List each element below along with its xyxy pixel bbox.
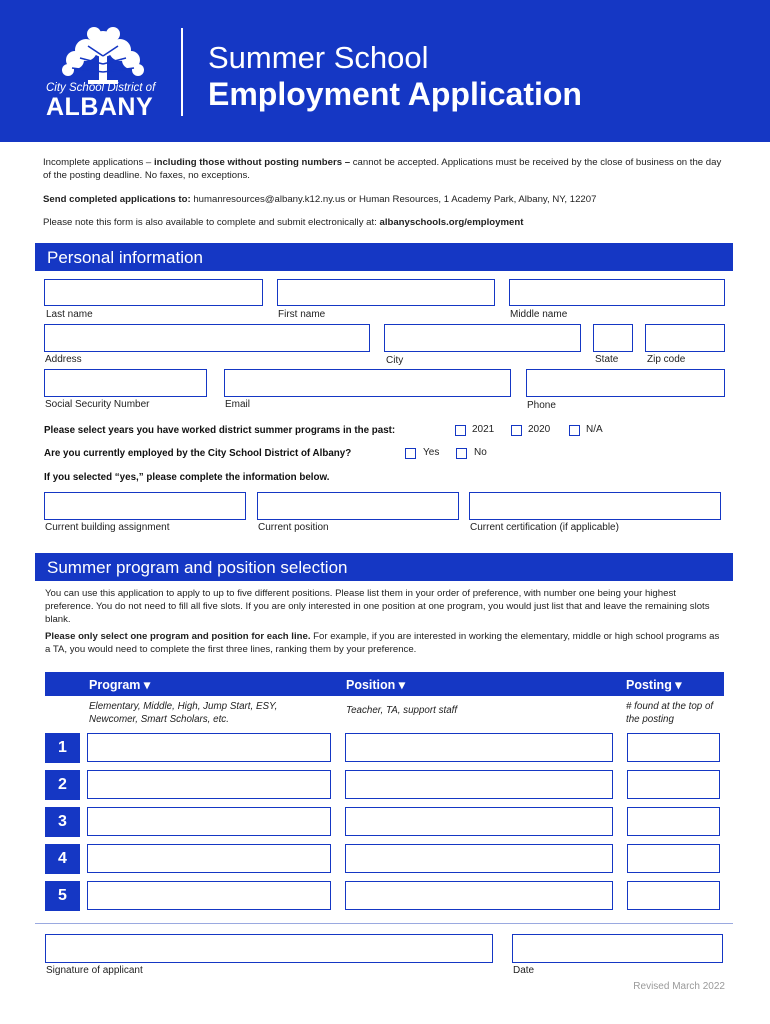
zip-code-field[interactable] (645, 324, 725, 352)
logo-district-text: City School District of (46, 82, 156, 94)
year-na-checkbox[interactable] (569, 425, 580, 436)
current-building-label: Current building assignment (45, 522, 170, 533)
ssn-label: Social Security Number (45, 399, 150, 410)
posting-field[interactable] (627, 770, 720, 799)
year-2021-label: 2021 (472, 424, 495, 435)
year-2021-checkbox[interactable] (455, 425, 466, 436)
section-header-program: Summer program and position selection (35, 553, 733, 581)
posting-field[interactable] (627, 881, 720, 910)
page-title-line2: Employment Application (208, 76, 582, 112)
posting-field[interactable] (627, 733, 720, 762)
last-name-label: Last name (46, 309, 93, 320)
current-certification-label: Current certification (if applicable) (470, 522, 619, 533)
email-label: Email (225, 399, 251, 410)
employed-question: Are you currently employed by the City School District of Albany? (44, 448, 352, 459)
position-column-hint: Teacher, TA, support staff (346, 705, 458, 716)
page-header (0, 0, 770, 142)
zip-code-label: Zip code (647, 354, 686, 365)
position-field[interactable] (345, 881, 613, 910)
address-field[interactable] (44, 324, 370, 352)
row-number: 1 (45, 733, 80, 763)
posting-field[interactable] (627, 807, 720, 836)
employment-link[interactable]: albanyschools.org/employment (379, 217, 524, 228)
intro-paragraph-3: Please note this form is also available to complete and submit electronically at: albanyschools.org/employment (43, 217, 524, 228)
signature-field[interactable] (45, 934, 493, 963)
logo-name-text: ALBANY (46, 93, 154, 121)
row-number: 4 (45, 844, 80, 874)
address-label: Address (45, 354, 82, 365)
program-paragraph-2: Please only select one program and position for each line. For example, if you are interested in working the elementary, middle or high school programs as a TA, you would need to complete the first three lines, ranking them by your preference. (45, 631, 720, 655)
state-label: State (595, 354, 619, 365)
year-2020-checkbox[interactable] (511, 425, 522, 436)
state-field[interactable] (593, 324, 633, 352)
employed-yes-label: Yes (423, 447, 440, 458)
posting-column-header: Posting ▾ (626, 678, 682, 692)
employed-yes-checkbox[interactable] (405, 448, 416, 459)
employed-no-checkbox[interactable] (456, 448, 467, 459)
ssn-field[interactable] (44, 369, 207, 397)
program-field[interactable] (87, 807, 331, 836)
employed-no-label: No (474, 447, 487, 458)
date-field[interactable] (512, 934, 723, 963)
year-na-label: N/A (586, 424, 603, 435)
row-number: 5 (45, 881, 80, 911)
current-certification-field[interactable] (469, 492, 721, 520)
position-column-header: Position ▾ (346, 678, 406, 692)
program-column-header: Program ▾ (89, 678, 151, 692)
page-title-line1: Summer School (208, 40, 429, 75)
signature-label: Signature of applicant (46, 965, 143, 976)
section-header-personal: Personal information (35, 243, 733, 271)
first-name-field[interactable] (277, 279, 495, 306)
program-field[interactable] (87, 844, 331, 873)
position-field[interactable] (345, 770, 613, 799)
if-yes-instruction: If you selected “yes,” please complete the information below. (44, 472, 330, 483)
city-label: City (386, 355, 404, 366)
intro-paragraph-1: Incomplete applications – including those without posting numbers – cannot be accepted. Applications must be received by the close of business on the day of the posting deadline. No faxes, no exceptions. (43, 157, 722, 181)
years-question: Please select years you have worked district summer programs in the past: (44, 425, 396, 436)
program-column-hint: Elementary, Middle, High, Jump Start, ESY, Newcomer, Smart Scholars, etc. (89, 701, 278, 725)
header-divider (181, 28, 183, 116)
middle-name-field[interactable] (509, 279, 725, 306)
last-name-field[interactable] (44, 279, 263, 306)
program-field[interactable] (87, 881, 331, 910)
posting-column-hint: # found at the top of the posting (626, 701, 714, 725)
row-number: 2 (45, 770, 80, 800)
current-building-field[interactable] (44, 492, 246, 520)
posting-field[interactable] (627, 844, 720, 873)
phone-field[interactable] (526, 369, 725, 397)
position-field[interactable] (345, 807, 613, 836)
middle-name-label: Middle name (510, 309, 568, 320)
program-field[interactable] (87, 733, 331, 762)
tree-logo-icon (58, 26, 148, 88)
position-field[interactable] (345, 844, 613, 873)
current-position-label: Current position (258, 522, 329, 533)
date-label: Date (513, 965, 535, 976)
program-paragraph-1: You can use this application to apply to up to five different positions. Please list them in your order of preference, with number one being your highest preference. You do not need to fill all five slots. If you are only interested in one position at one program, you would just list that and leave the remaining slots blank. (45, 588, 710, 625)
row-number: 3 (45, 807, 80, 837)
position-field[interactable] (345, 733, 613, 762)
city-field[interactable] (384, 324, 581, 352)
year-2020-label: 2020 (528, 424, 551, 435)
phone-label: Phone (527, 400, 556, 411)
current-position-field[interactable] (257, 492, 459, 520)
program-field[interactable] (87, 770, 331, 799)
section-divider (35, 923, 733, 924)
intro-paragraph-2: Send completed applications to: humanresources@albany.k12.ny.us or Human Resources, 1 Academy Park, Albany, NY, 12207 (43, 194, 597, 205)
revised-date: Revised March 2022 (633, 981, 725, 992)
email-field[interactable] (224, 369, 511, 397)
first-name-label: First name (278, 309, 326, 320)
